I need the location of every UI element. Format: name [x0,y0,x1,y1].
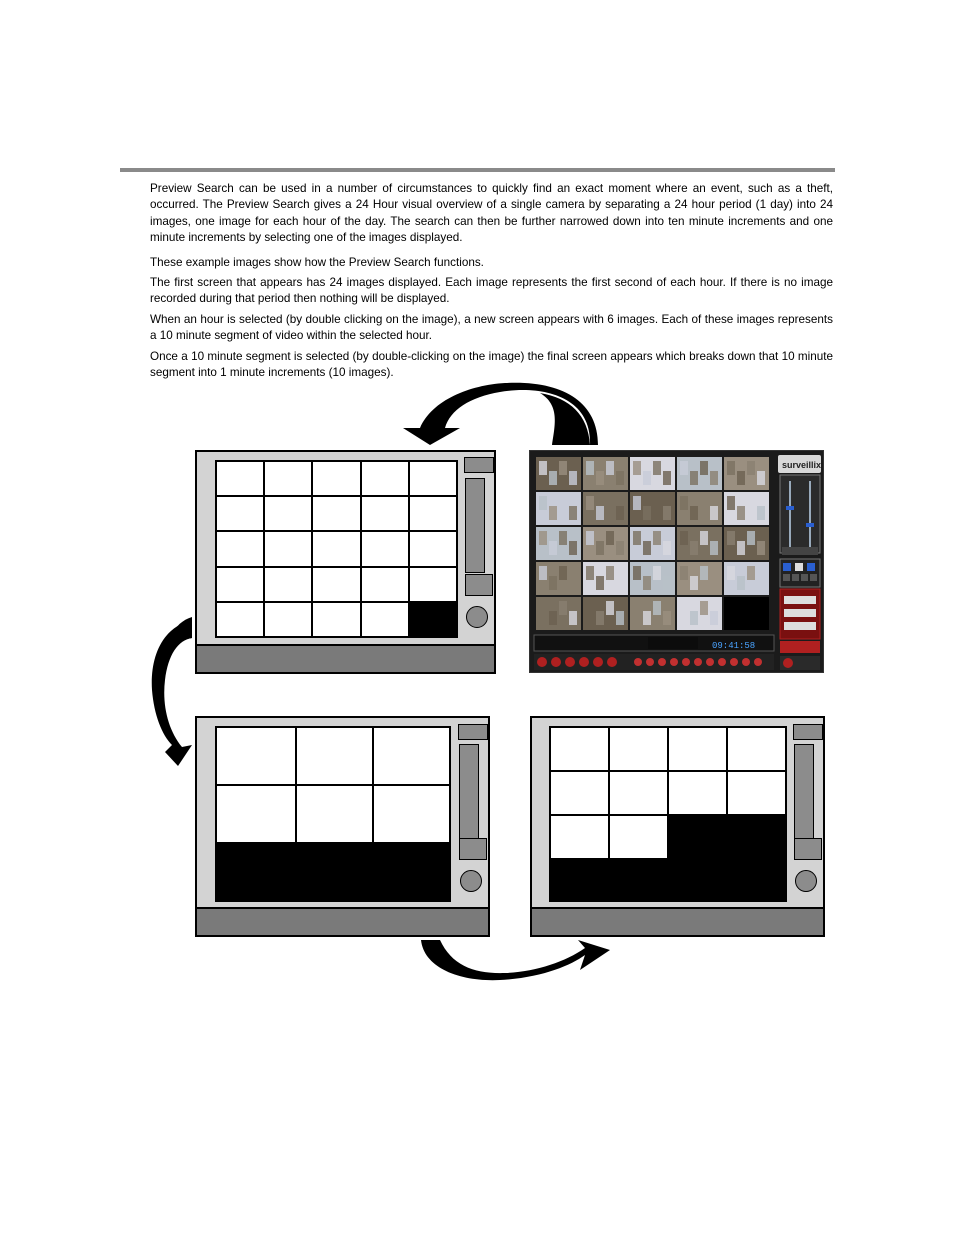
sidebar-top-button[interactable] [793,724,823,740]
thumbnail-texture [700,601,708,615]
hour-image[interactable] [265,603,311,636]
hour-image[interactable] [410,532,456,565]
scroll-handle[interactable] [459,838,487,860]
bottom-arrow-icon [421,940,610,980]
preview-screen-24-images [195,450,496,674]
sidebar-top-button[interactable] [464,457,494,473]
ten-minute-grid [215,726,451,902]
ten-minute-image[interactable] [217,786,295,842]
thumbnail-texture [680,496,688,510]
thumbnail-texture [710,611,718,625]
thumbnail-texture [569,611,577,625]
thumbnail-texture [690,471,698,485]
thumbnail-texture [616,611,624,625]
thumbnail-texture [539,496,547,510]
thumbnail-texture [539,566,547,580]
hour-image[interactable] [410,568,456,601]
one-minute-image[interactable] [551,728,608,770]
scroll-handle[interactable] [794,838,822,860]
hour-image[interactable] [313,532,359,565]
thumbnail-texture [663,611,671,625]
thumbnail-texture [596,541,604,555]
thumbnail-texture [549,611,557,625]
logo-text: surveillix [782,460,822,470]
thumbnail-texture [653,566,661,580]
thumbnail-texture [643,506,651,520]
thumbnail-texture [606,531,614,545]
one-minute-image[interactable] [551,772,608,814]
thumbnail-texture [727,496,735,510]
thumbnail-texture [747,566,755,580]
empty-area [551,860,785,900]
camera-button-icon [718,658,726,666]
thumbnail-texture [710,541,718,555]
empty-area [217,844,449,900]
camera-button-icon [658,658,666,666]
thumbnail-texture [727,531,735,545]
preview-screen-10-images [530,716,825,937]
thumbnail-texture [710,471,718,485]
empty-area [669,816,785,858]
hour-image[interactable] [217,497,263,530]
thumbnail-texture [606,601,614,615]
scroll-track[interactable] [465,478,485,573]
camera-button-icon [694,658,702,666]
thumbnail-texture [643,576,651,590]
thumbnail-texture [727,461,735,475]
dial-icon[interactable] [460,870,482,892]
thumbnail-texture [690,541,698,555]
thumbnail-texture [663,541,671,555]
camera-button-icon [742,658,750,666]
thumbnail-texture [643,541,651,555]
thumbnail-texture [569,541,577,555]
preview-screen-6-images [195,716,490,937]
one-minute-image[interactable] [728,728,785,770]
hour-image[interactable] [362,497,408,530]
status-bar [532,907,823,935]
one-minute-image[interactable] [728,772,785,814]
thumbnail-texture [606,461,614,475]
thumbnail-texture [653,601,661,615]
thumbnail-texture [680,531,688,545]
hour-image[interactable] [410,497,456,530]
status-bar [197,644,494,672]
thumbnail-texture [663,506,671,520]
thumbnail-texture [586,531,594,545]
thumbnail-texture [549,576,557,590]
thumbnail-texture [539,461,547,475]
camera-button-icon [634,658,642,666]
ten-minute-image[interactable] [297,728,372,784]
thumbnail-texture [586,566,594,580]
one-minute-image[interactable] [610,772,667,814]
thumbnail-texture [757,506,765,520]
hour-image[interactable] [217,603,263,636]
thumbnail-texture [663,576,671,590]
hour-image[interactable] [410,462,456,495]
status-bar [197,907,488,935]
hour-image[interactable] [217,462,263,495]
one-minute-image[interactable] [551,816,608,858]
dial-icon[interactable] [795,870,817,892]
hour-image-grid [215,460,458,638]
thumbnail-texture [700,461,708,475]
thumbnail-texture [653,496,661,510]
thumbnail-texture [616,576,624,590]
camera-button-icon [754,658,762,666]
thumbnail-texture [680,461,688,475]
camera-button-icon [706,658,714,666]
thumbnail-texture [653,461,661,475]
thumbnail-texture [633,496,641,510]
one-minute-image[interactable] [669,772,726,814]
thumbnail-texture [606,566,614,580]
thumbnail-grid [536,457,769,630]
hour-image[interactable] [313,497,359,530]
thumbnail-texture [559,601,567,615]
paragraph-ten-minute: Once a 10 minute segment is selected (by double-clicking on the image) the final screen appears which breaks down that 10 minute segment into 1 minute increments (10 images). [150,349,833,380]
thumbnail-texture [596,611,604,625]
one-minute-grid [549,726,787,902]
hour-image[interactable] [265,532,311,565]
thumbnail-texture [616,541,624,555]
camera-button-icon [682,658,690,666]
thumbnail-texture [690,506,698,520]
thumbnail-texture [737,541,745,555]
hour-image[interactable] [265,462,311,495]
thumbnail-texture [747,531,755,545]
thumbnail-texture [710,576,718,590]
hour-image[interactable] [217,532,263,565]
thumbnail-texture [559,531,567,545]
time-display: 09:41:58 [712,641,756,651]
thumbnail-texture [569,471,577,485]
thumbnail-texture [549,471,557,485]
thumbnail-texture [653,531,661,545]
thumbnail-texture [569,506,577,520]
thumbnail-texture [569,576,577,590]
hour-image[interactable] [313,603,359,636]
thumbnail-texture [700,496,708,510]
hour-image[interactable] [265,568,311,601]
thumbnail-texture [757,471,765,485]
thumbnail-texture [690,576,698,590]
camera-button-icon [670,658,678,666]
empty-hour-image [410,603,456,636]
thumbnail-texture [586,496,594,510]
thumbnail-texture [539,531,547,545]
camera-button-icon [730,658,738,666]
one-minute-image[interactable] [610,816,667,858]
thumbnail-texture [616,471,624,485]
screenshot-graphic [530,451,824,673]
thumbnail-texture [747,461,755,475]
thumbnail-texture [747,496,755,510]
thumbnail-texture [633,531,641,545]
thumbnail-texture [549,506,557,520]
thumbnail-texture [737,506,745,520]
thumbnail-texture [606,496,614,510]
paragraph-first-screen: The first screen that appears has 24 images displayed. Each image represents the first second of each hour. If there is no image recorded during that period then nothing will be displayed. [150,276,833,306]
thumbnail-texture [643,471,651,485]
thumbnail-texture [727,566,735,580]
thumbnail [724,597,769,630]
hour-image[interactable] [362,462,408,495]
hour-image[interactable] [217,568,263,601]
thumbnail-texture [586,461,594,475]
thumbnail-texture [633,461,641,475]
hour-image[interactable] [362,532,408,565]
thumbnail-texture [663,471,671,485]
thumbnail-texture [539,601,547,615]
preview-search-screenshot [529,450,824,673]
thumbnail-texture [737,576,745,590]
thumbnail-texture [633,566,641,580]
ten-minute-image[interactable] [217,728,295,784]
dial-icon[interactable] [466,606,488,628]
one-minute-image[interactable] [669,728,726,770]
scroll-track[interactable] [794,744,814,839]
thumbnail-texture [643,611,651,625]
paragraph-intro: Preview Search can be used in a number of circumstances to quickly find an exact moment where an event, such as a theft, occurred. The Preview Search gives a 24 Hour visual overview of a single camera by separating a 24 hour period (1 day) into 24 images, one image for each hour of the day. The search can then be further narrowed down into ten minute increments and one minute increments by selecting one of the images displayed. [150,182,833,245]
thumbnail-texture [559,566,567,580]
scroll-handle[interactable] [465,574,493,596]
hour-image[interactable] [265,497,311,530]
thumbnail-texture [690,611,698,625]
thumbnail-texture [559,461,567,475]
hour-image[interactable] [362,568,408,601]
ten-minute-image[interactable] [374,728,449,784]
ten-minute-image[interactable] [297,786,372,842]
paragraph-hour-selected: When an hour is selected (by double clicking on the image), a new screen appears with 6 images. Each of these images represents a 10 minute segment of video within the selected hour. [150,312,833,343]
thumbnail-texture [596,576,604,590]
thumbnail-texture [596,471,604,485]
thumbnail-texture [680,566,688,580]
thumbnail-texture [757,541,765,555]
thumbnail-texture [596,506,604,520]
hour-image[interactable] [313,568,359,601]
thumbnail-texture [616,506,624,520]
scroll-track[interactable] [459,744,479,839]
thumbnail-texture [737,471,745,485]
ten-minute-image[interactable] [374,786,449,842]
thumbnail-texture [633,601,641,615]
thumbnail-texture [680,601,688,615]
paragraph-example: These example images show how the Preview Search functions. [150,255,484,269]
thumbnail-texture [757,576,765,590]
thumbnail-texture [700,566,708,580]
thumbnail-texture [586,601,594,615]
thumbnail-texture [700,531,708,545]
sidebar-top-button[interactable] [458,724,488,740]
hour-image[interactable] [313,462,359,495]
hour-image[interactable] [362,603,408,636]
one-minute-image[interactable] [610,728,667,770]
camera-button-icon [646,658,654,666]
thumbnail-texture [549,541,557,555]
thumbnail-texture [710,506,718,520]
thumbnail-texture [559,496,567,510]
